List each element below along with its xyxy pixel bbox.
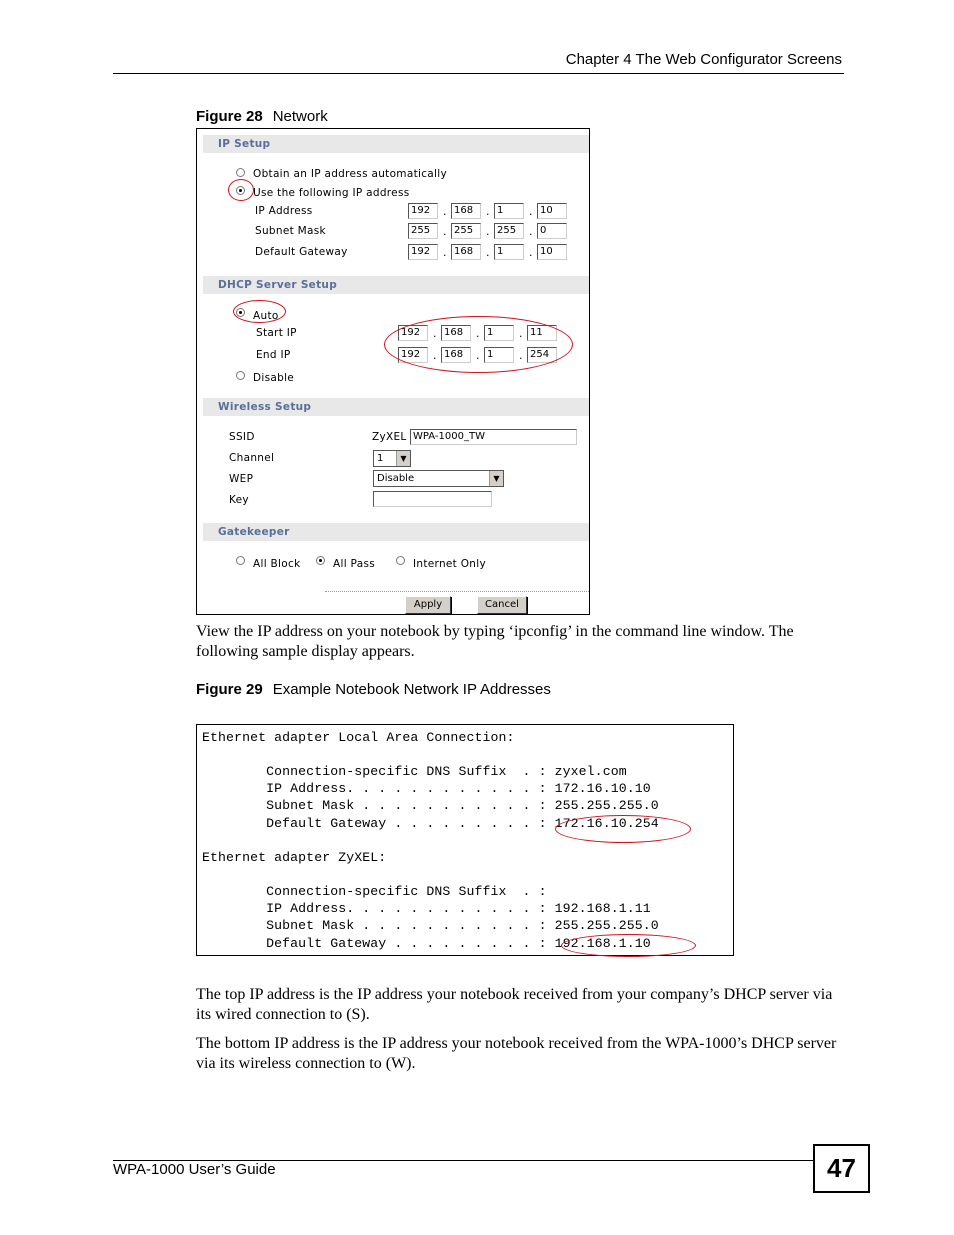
- channel-select[interactable]: [373, 450, 411, 467]
- dhcp-heading: DHCP Server Setup: [203, 276, 589, 294]
- ssid-label: SSID: [229, 431, 255, 443]
- default-gateway-label: Default Gateway: [255, 246, 348, 258]
- cancel-button[interactable]: Cancel: [477, 596, 527, 614]
- dhcp-disable-label: Disable: [253, 372, 295, 384]
- all-block-label: All Block: [253, 558, 301, 570]
- header-rule: [113, 73, 844, 74]
- internet-only-radio[interactable]: [396, 556, 405, 565]
- body-paragraph: The bottom IP address is the IP address your notebook received from the WPA-1000’s DHCP server via its wireless connection to (W).: [196, 1035, 837, 1072]
- start-ip-octet-4[interactable]: 11: [527, 325, 557, 341]
- ssid-prefix: ZyXEL: [372, 431, 407, 443]
- ssid-input[interactable]: WPA-1000_TW: [410, 429, 577, 445]
- highlight-oval: [561, 934, 696, 957]
- page-number: 47: [813, 1144, 870, 1193]
- figure-28-caption: [196, 108, 328, 125]
- obtain-auto-label: Obtain an IP address automatically: [253, 168, 447, 180]
- dhcp-auto-label: Auto: [253, 310, 279, 322]
- chapter-title: Chapter 4 The Web Configurator Screens: [565, 51, 842, 68]
- wep-select[interactable]: [373, 470, 504, 487]
- figure-label: Figure 28: [196, 108, 263, 125]
- wireless-heading: Wireless Setup: [203, 398, 589, 416]
- gatekeeper-heading: Gatekeeper: [203, 523, 589, 541]
- internet-only-label: Internet Only: [413, 558, 486, 570]
- gateway-octet-1[interactable]: 192: [408, 244, 438, 260]
- ip-address-octet-4[interactable]: 10: [537, 203, 567, 219]
- figure-29-caption: [196, 681, 551, 698]
- end-ip-octet-2[interactable]: 168: [441, 347, 471, 363]
- dhcp-disable-radio[interactable]: [236, 371, 245, 380]
- highlight-oval: [555, 815, 691, 843]
- guide-title: WPA-1000 User’s Guide: [113, 1161, 276, 1178]
- use-following-label: Use the following IP address: [253, 187, 410, 199]
- figure-title: Example Notebook Network IP Addresses: [272, 681, 551, 698]
- start-ip-octet-1[interactable]: 192: [398, 325, 428, 341]
- console-line: Ethernet adapter Local Area Connection:: [202, 730, 515, 745]
- all-pass-label: All Pass: [333, 558, 375, 570]
- network-screenshot: IP Setup Obtain an IP address automatically Use the following IP address IP Address 192 . 168 . 1 . 10 Subnet Mask 255 . 255 . 255 . 0 Default Gateway 192 . 168 . 1 . 10 DHCP Server Setup Auto Start IP 192 . 168 . 1 . 11 End IP 192 . 168 . 1 . 254 Disable Wireless Setup SSID ZyXEL WPA-1000_TW Channel 1 ▼ WEP Disable ▼ Key Gatekeeper All Block All Pass Internet Only Apply Cancel: [196, 128, 590, 615]
- console-line: Connection-specific DNS Suffix . :: [202, 884, 547, 899]
- chevron-down-icon: ▼: [396, 451, 410, 466]
- gateway-octet-3[interactable]: 1: [494, 244, 524, 260]
- all-pass-radio[interactable]: [316, 556, 325, 565]
- ip-address-octet-1[interactable]: 192: [408, 203, 438, 219]
- body-paragraph: The top IP address is the IP address your notebook received from your company’s DHCP server via its wired connection to (S).: [196, 986, 833, 1023]
- figure-title: Network: [272, 108, 328, 125]
- console-line: IP Address. . . . . . . . . . . . : 192.168.1.11: [202, 901, 651, 916]
- console-line: Ethernet adapter ZyXEL:: [202, 850, 387, 865]
- start-ip-label: Start IP: [256, 327, 297, 339]
- gateway-octet-4[interactable]: 10: [537, 244, 567, 260]
- end-ip-octet-3[interactable]: 1: [484, 347, 514, 363]
- ip-address-octet-3[interactable]: 1: [494, 203, 524, 219]
- key-label: Key: [229, 494, 249, 506]
- key-input[interactable]: [373, 491, 492, 507]
- start-ip-octet-3[interactable]: 1: [484, 325, 514, 341]
- gateway-octet-2[interactable]: 168: [451, 244, 481, 260]
- start-ip-octet-2[interactable]: 168: [441, 325, 471, 341]
- console-line: Subnet Mask . . . . . . . . . . . : 255.255.255.0: [202, 918, 659, 933]
- highlight-oval: [228, 179, 254, 201]
- subnet-mask-octet-4[interactable]: 0: [537, 223, 567, 239]
- console-line: IP Address. . . . . . . . . . . . : 172.16.10.10: [202, 781, 651, 796]
- subnet-mask-octet-2[interactable]: 255: [451, 223, 481, 239]
- end-ip-label: End IP: [256, 349, 291, 361]
- console-line: Connection-specific DNS Suffix . : zyxel.com: [202, 764, 627, 779]
- obtain-auto-radio[interactable]: [236, 168, 245, 177]
- body-paragraph: View the IP address on your notebook by typing ‘ipconfig’ in the command line window. The following sample display appears.: [196, 623, 794, 660]
- wep-value: Disable: [377, 473, 415, 484]
- highlight-oval: [233, 300, 286, 323]
- end-ip-octet-1[interactable]: 192: [398, 347, 428, 363]
- console-line: Default Gateway . . . . . . . . . : 192.168.1.10: [202, 936, 651, 951]
- ipconfig-output: [196, 724, 734, 956]
- subnet-mask-octet-3[interactable]: 255: [494, 223, 524, 239]
- console-line: Default Gateway . . . . . . . . . : 172.16.10.254: [202, 816, 659, 831]
- channel-label: Channel: [229, 452, 275, 464]
- channel-value: 1: [377, 453, 384, 464]
- ip-setup-heading: IP Setup: [203, 135, 589, 153]
- highlight-oval: [384, 316, 573, 373]
- figure-label: Figure 29: [196, 681, 263, 698]
- end-ip-octet-4[interactable]: 254: [527, 347, 557, 363]
- divider: [325, 591, 589, 592]
- ip-address-label: IP Address: [255, 205, 313, 217]
- all-block-radio[interactable]: [236, 556, 245, 565]
- ip-address-octet-2[interactable]: 168: [451, 203, 481, 219]
- subnet-mask-octet-1[interactable]: 255: [408, 223, 438, 239]
- subnet-mask-label: Subnet Mask: [255, 225, 326, 237]
- wep-label: WEP: [229, 473, 254, 485]
- apply-button[interactable]: Apply: [405, 596, 451, 614]
- chevron-down-icon: ▼: [489, 471, 503, 486]
- console-line: Subnet Mask . . . . . . . . . . . : 255.255.255.0: [202, 798, 659, 813]
